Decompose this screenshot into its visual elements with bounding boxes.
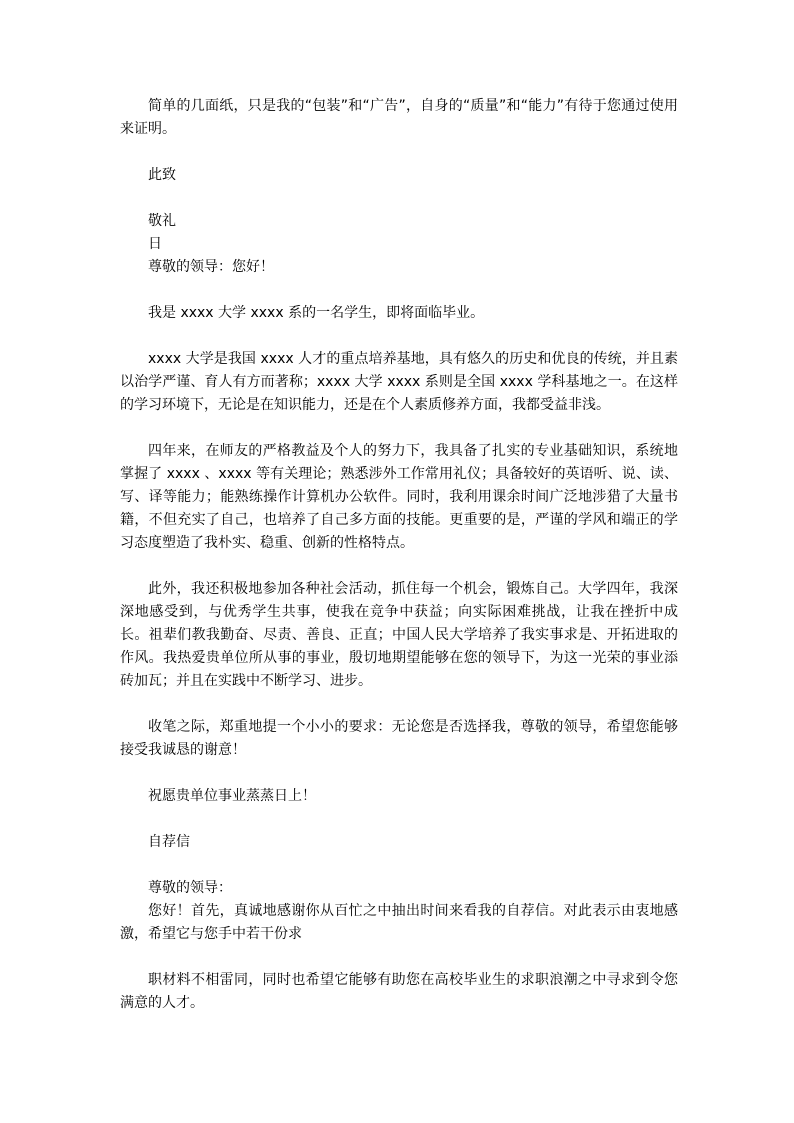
section-title: 自荐信: [148, 834, 190, 850]
paragraph-activities: 此外，我还积极地参加各种社会活动，抓住每一个机会，锻炼自己。大学四年，我深深地感受到，与优秀学生共事，使我在竞争中获益；向实际困难挑战，让我在挫折中成长。祖辈们教我勤奋、尽责、善良、正直；中国人民大学培养了我实事求是、开拓进取的作风。我热爱贵单位所从事的事业，殷切地期望能够在您的领导下，为这一光荣的事业添砖加瓦；并且在实践中不断学习、进步。: [120, 581, 678, 689]
paragraph-continuation: 职材料不相雷同，同时也希望它能够有助您在高校毕业生的求职浪潮之中寻求到令您满意的人才。: [120, 972, 678, 1011]
paragraph-four-years: 四年来，在师友的严格教益及个人的努力下，我具备了扎实的专业基础知识，系统地掌握了 xxxx 、xxxx 等有关理论；熟悉涉外工作常用礼仪；具备较好的英语听、说、读、写、译等能力；能熟练操作计算机办公软件。同时，我利用课余时间广泛地涉猎了大量书籍，不但充实了自己，也培养了自己多方面的技能。更重要的是，严谨的学风和端正的学习态度塑造了我朴实、稳重、创新的性格特点。: [120, 443, 678, 551]
closing-salutation: 此致: [148, 167, 176, 183]
paragraph-wishes: 祝愿贵单位事业蒸蒸日上！: [148, 788, 316, 804]
paragraph-intro: 简单的几面纸，只是我的“包装”和“广告”，自身的“质量”和“能力”有待于您通过使用来证明。: [120, 98, 678, 137]
second-greeting: 尊敬的领导：: [148, 880, 232, 896]
paragraph-request: 收笔之际，郑重地提一个小小的要求：无论您是否选择我，尊敬的领导，希望您能够接受我诚恳的谢意！: [120, 719, 678, 758]
document-page: [120, 95, 678, 1015]
date-line: 日: [148, 236, 162, 252]
paragraph-thanks: 您好！首先，真诚地感谢你从百忙之中抽出时间来看我的自荐信。对此表示由衷地感激，希望它与您手中若干份求: [120, 903, 678, 942]
greeting: 尊敬的领导：您好！: [148, 259, 274, 275]
closing-regards: 敬礼: [148, 213, 176, 229]
paragraph-self-intro: 我是 xxxx 大学 xxxx 系的一名学生，即将面临毕业。: [148, 305, 485, 321]
paragraph-university: xxxx 大学是我国 xxxx 人才的重点培养基地，具有悠久的历史和优良的传统，并且素以治学严谨、育人有方而著称；xxxx 大学 xxxx 系则是全国 xxxx 学科基地之一。在这样的学习环境下，无论是在知识能力，还是在个人素质修养方面，我都受益非浅。: [120, 351, 678, 413]
